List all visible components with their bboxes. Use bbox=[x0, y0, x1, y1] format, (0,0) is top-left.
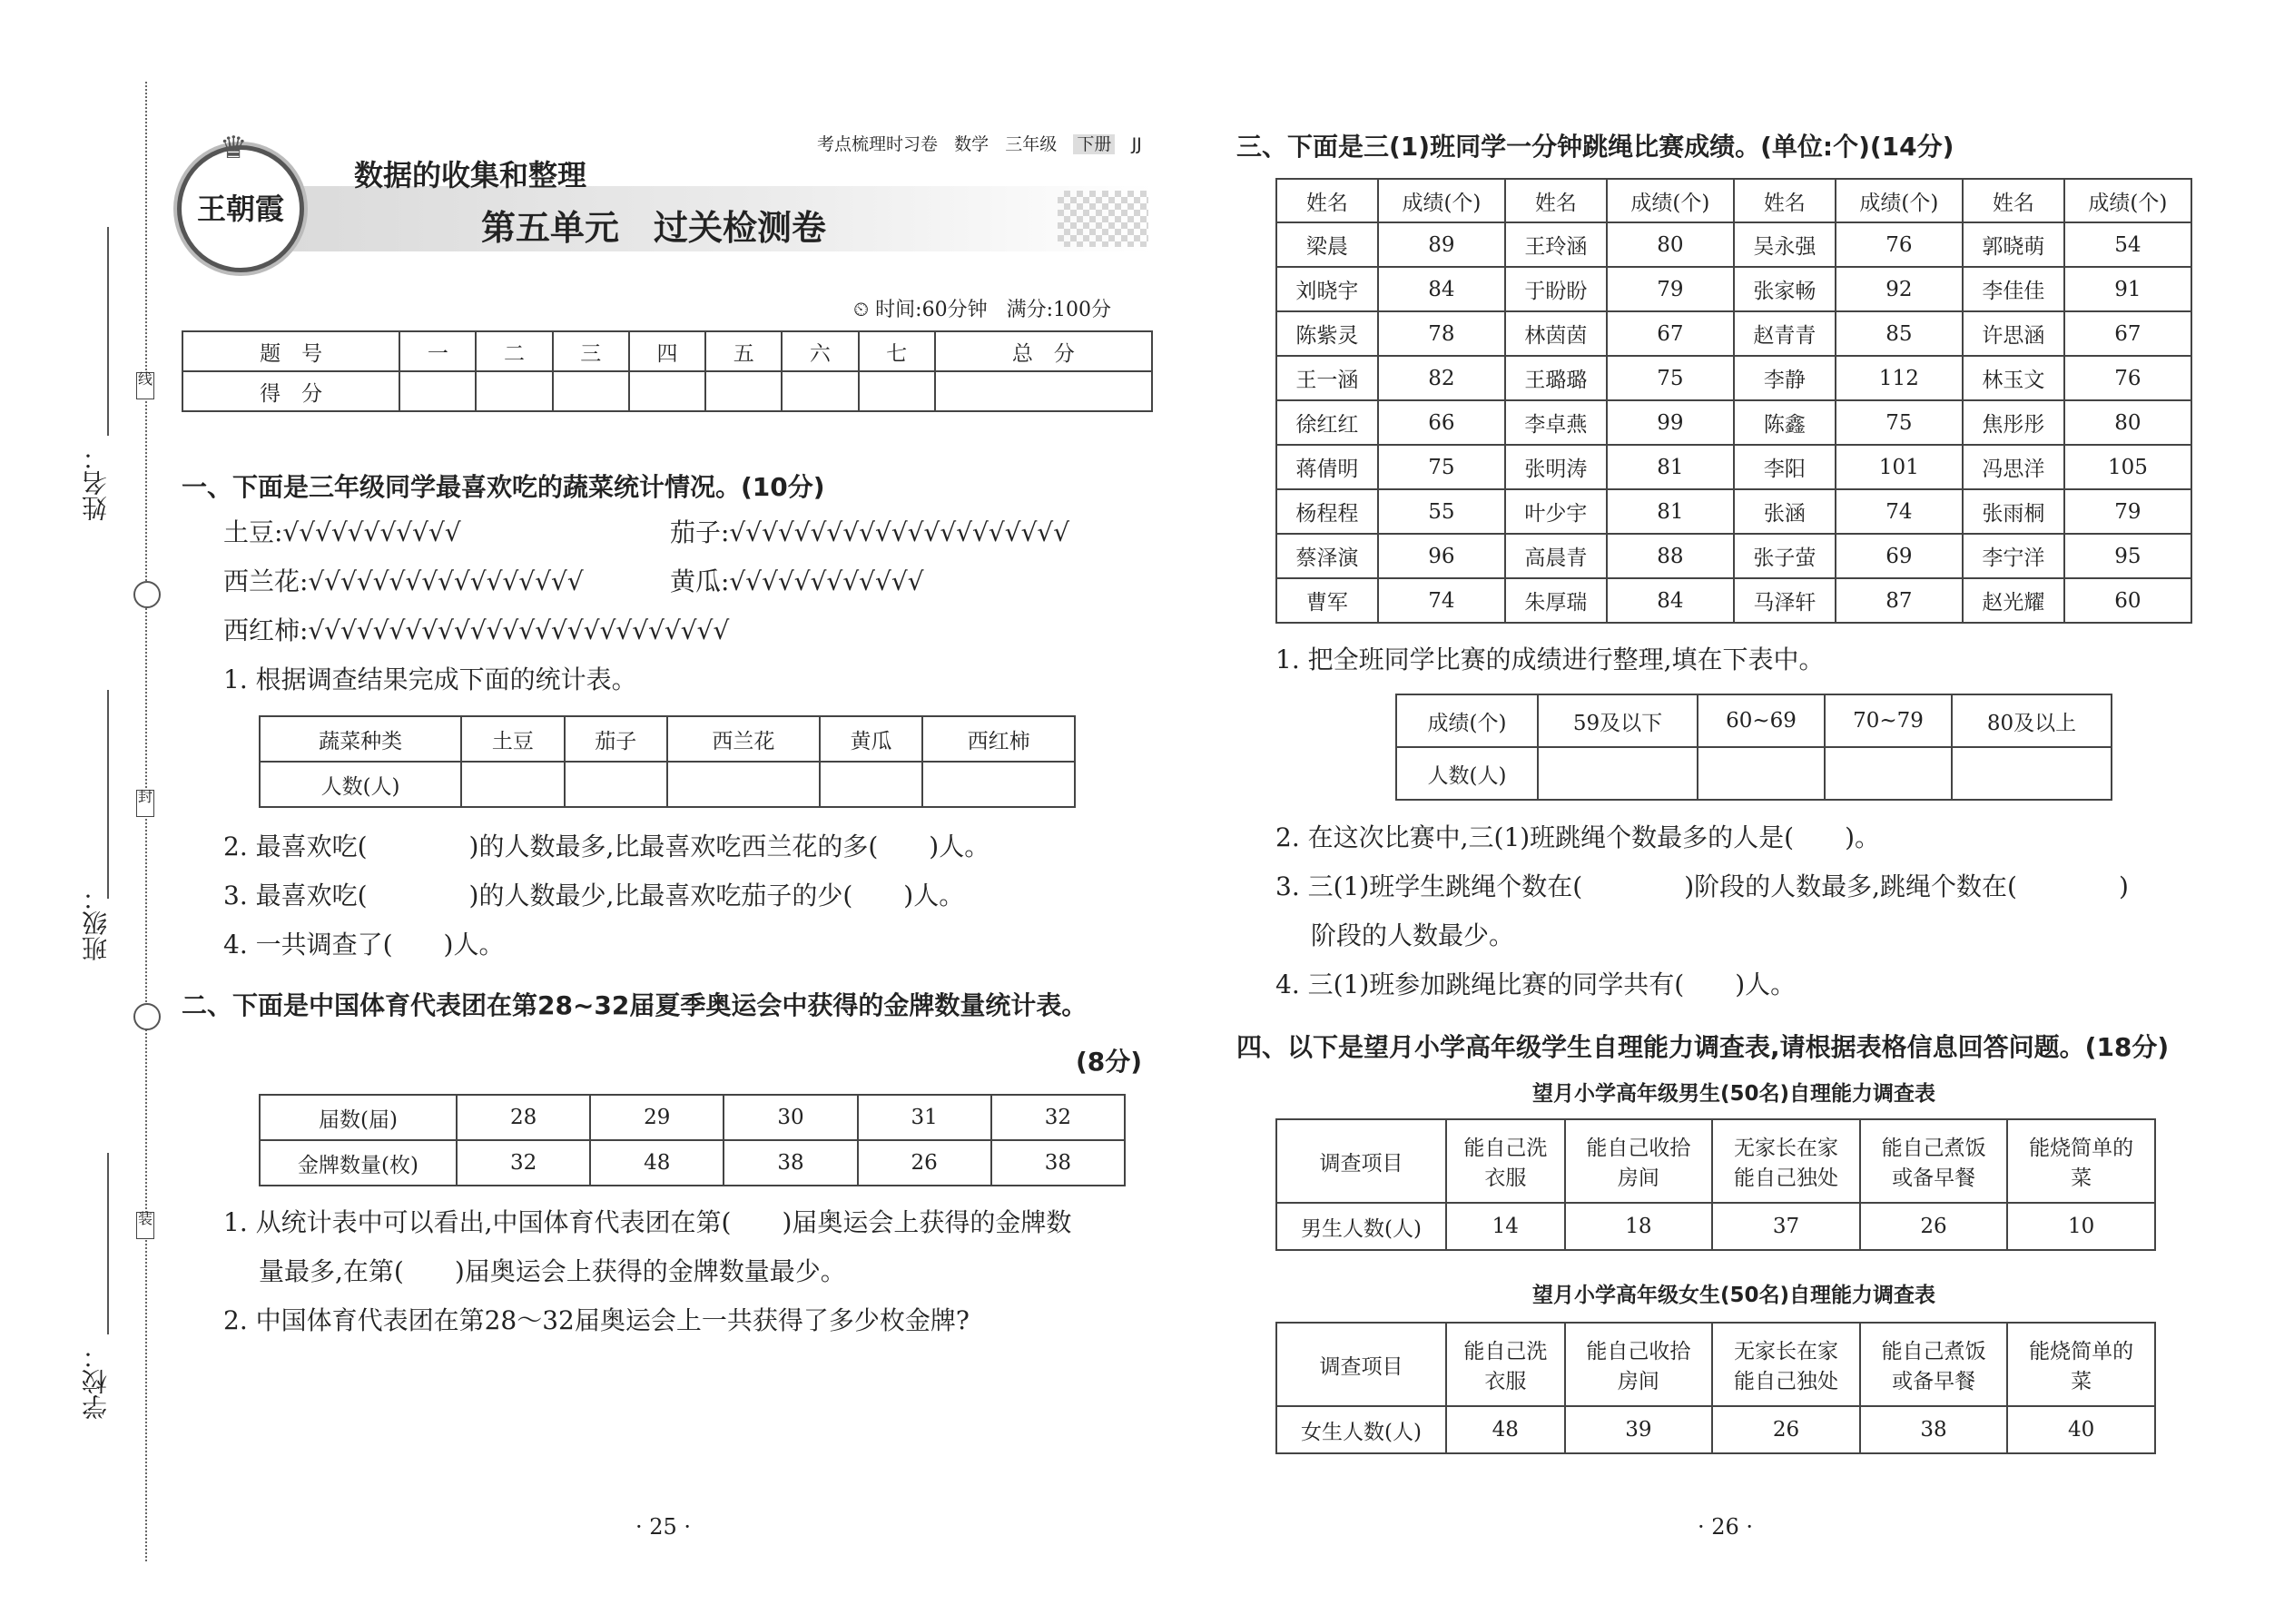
jumprope-header: 姓名 bbox=[1505, 179, 1607, 222]
q4-title: 四、以下是望月小学高年级学生自理能力调查表,请根据表格信息回答问题。(18分) bbox=[1236, 1032, 2170, 1062]
score-cell: 题 号 bbox=[182, 331, 399, 371]
student-name: 张雨桐 bbox=[1963, 489, 2064, 534]
boys-count: 37 bbox=[1712, 1203, 1860, 1250]
header-line: 能自己收拾 bbox=[1586, 1137, 1691, 1160]
veg-header: 茄子 bbox=[565, 716, 667, 762]
veg-header: 土豆 bbox=[461, 716, 564, 762]
header-line: 能自己洗 bbox=[1463, 1340, 1548, 1363]
subject: 数学 bbox=[954, 134, 989, 154]
q3-sub1: 1. 把全班同学比赛的成绩进行整理,填在下表中。 bbox=[1275, 645, 1825, 674]
student-score: 80 bbox=[2064, 400, 2191, 445]
boys-count: 10 bbox=[2007, 1203, 2155, 1250]
student-score: 89 bbox=[1378, 222, 1505, 267]
student-name: 张子萤 bbox=[1734, 534, 1836, 578]
score-blank[interactable] bbox=[782, 371, 858, 411]
class-label: 班级： bbox=[81, 885, 111, 961]
grade: 三年级 bbox=[1005, 134, 1058, 154]
student-score: 91 bbox=[2064, 267, 2191, 311]
student-score: 101 bbox=[1836, 445, 1963, 489]
q1-sub4: 4. 一共调查了( )人。 bbox=[223, 930, 505, 960]
student-score: 76 bbox=[1836, 222, 1963, 267]
header-line: 衣服 bbox=[1484, 1370, 1527, 1393]
q1-sub3: 3. 最喜欢吃( )的人数最少,比最喜欢吃茄子的少( )人。 bbox=[223, 881, 965, 910]
score-cell: 二 bbox=[476, 331, 552, 371]
jumprope-table bbox=[1275, 178, 2192, 624]
header-line: 无家长在家 bbox=[1733, 1340, 1838, 1363]
student-score: 87 bbox=[1836, 578, 1963, 623]
score-row-label: 得 分 bbox=[182, 371, 399, 411]
boys-row-label: 男生人数(人) bbox=[1276, 1203, 1446, 1250]
page-number-right: · 26 · bbox=[1698, 1514, 1754, 1540]
tally-tomato: 西红柿:√√√√√√√√√√√√√√√√√√√√√√√√√√ bbox=[223, 615, 730, 645]
student-name: 李静 bbox=[1734, 356, 1836, 400]
range-table bbox=[1395, 694, 2112, 801]
veg-row-label: 人数(人) bbox=[260, 762, 461, 807]
jumprope-header: 姓名 bbox=[1963, 179, 2064, 222]
student-score: 81 bbox=[1607, 489, 1734, 534]
vegetable-table bbox=[259, 715, 1076, 808]
header-line: 能自己收拾 bbox=[1586, 1340, 1691, 1363]
student-name: 刘晓宇 bbox=[1276, 267, 1378, 311]
girls-count: 40 bbox=[2007, 1406, 2155, 1453]
student-score: 75 bbox=[1607, 356, 1734, 400]
survey-header bbox=[1565, 1323, 1713, 1406]
student-name: 张明涛 bbox=[1505, 445, 1607, 489]
student-name: 叶少宇 bbox=[1505, 489, 1607, 534]
range-header: 60~69 bbox=[1698, 694, 1825, 747]
survey-header bbox=[1446, 1323, 1565, 1406]
student-score: 88 bbox=[1607, 534, 1734, 578]
jumprope-header: 成绩(个) bbox=[1378, 179, 1505, 222]
student-score: 60 bbox=[2064, 578, 2191, 623]
score-blank[interactable] bbox=[935, 371, 1152, 411]
student-name: 许思涵 bbox=[1963, 311, 2064, 356]
time-info: 时间:60分钟 bbox=[875, 299, 988, 321]
header-line: 能烧简单的 bbox=[2029, 1137, 2134, 1160]
crown-icon: ♛ bbox=[220, 130, 248, 166]
q2-title: 二、下面是中国体育代表团在第28~32届夏季奥运会中获得的金牌数量统计表。 bbox=[182, 990, 1088, 1020]
student-score: 78 bbox=[1378, 311, 1505, 356]
survey-header: 调查项目 bbox=[1276, 1119, 1446, 1203]
jumprope-header: 成绩(个) bbox=[1836, 179, 1963, 222]
bind-marker: 装 bbox=[136, 1212, 154, 1239]
range-row-label: 人数(人) bbox=[1396, 747, 1538, 800]
student-name: 李卓燕 bbox=[1505, 400, 1607, 445]
school-label: 学校： bbox=[81, 1343, 111, 1420]
student-score: 80 bbox=[1607, 222, 1734, 267]
q1-sub1: 1. 根据调查结果完成下面的统计表。 bbox=[223, 664, 637, 694]
survey-header bbox=[1565, 1119, 1713, 1203]
veg-header: 黄瓜 bbox=[820, 716, 922, 762]
olympics-cell: 48 bbox=[590, 1140, 724, 1186]
survey-header bbox=[1712, 1119, 1860, 1203]
score-blank[interactable] bbox=[629, 371, 705, 411]
q3-title: 三、下面是三(1)班同学一分钟跳绳比赛成绩。(单位:个)(14分) bbox=[1236, 132, 1954, 162]
header-line: 能烧简单的 bbox=[2029, 1340, 2134, 1363]
dotted-binding-line bbox=[145, 82, 147, 1561]
survey-header bbox=[1712, 1323, 1860, 1406]
student-name: 蔡泽演 bbox=[1276, 534, 1378, 578]
student-name: 张涵 bbox=[1734, 489, 1836, 534]
answer-blank[interactable] bbox=[667, 762, 820, 807]
veg-header: 西红柿 bbox=[922, 716, 1075, 762]
student-name: 张家畅 bbox=[1734, 267, 1836, 311]
boys-count: 18 bbox=[1565, 1203, 1713, 1250]
student-score: 75 bbox=[1378, 445, 1505, 489]
binding-margin bbox=[0, 0, 182, 1624]
table-row bbox=[1276, 222, 2191, 267]
student-score: 84 bbox=[1607, 578, 1734, 623]
answer-blank[interactable] bbox=[1538, 747, 1698, 800]
student-score: 55 bbox=[1378, 489, 1505, 534]
table-row bbox=[1276, 489, 2191, 534]
student-score: 84 bbox=[1378, 267, 1505, 311]
series-name: 考点梳理时习卷 bbox=[817, 134, 939, 154]
student-score: 74 bbox=[1836, 489, 1963, 534]
student-name: 郭晓萌 bbox=[1963, 222, 2064, 267]
student-name: 徐红红 bbox=[1276, 400, 1378, 445]
header-line: 能自己煮饭 bbox=[1881, 1137, 1986, 1160]
table-row bbox=[1276, 578, 2191, 623]
girls-table bbox=[1275, 1322, 2156, 1454]
survey-header bbox=[1446, 1119, 1565, 1203]
student-score: 92 bbox=[1836, 267, 1963, 311]
tally-broccoli: 西兰花:√√√√√√√√√√√√√√√√√ bbox=[223, 566, 584, 596]
range-header: 80及以上 bbox=[1952, 694, 2112, 747]
q2-sub1b: 量最多,在第( )届奥运会上获得的金牌数量最少。 bbox=[259, 1256, 846, 1286]
header-line: 能自己独处 bbox=[1733, 1370, 1838, 1393]
veg-header: 西兰花 bbox=[667, 716, 820, 762]
student-name: 朱厚瑞 bbox=[1505, 578, 1607, 623]
edition: JJ bbox=[1131, 134, 1142, 154]
binding-knot-icon bbox=[133, 581, 161, 608]
student-score: 81 bbox=[1607, 445, 1734, 489]
student-name: 赵青青 bbox=[1734, 311, 1836, 356]
student-score: 75 bbox=[1836, 400, 1963, 445]
survey-header bbox=[1860, 1323, 2008, 1406]
student-score: 112 bbox=[1836, 356, 1963, 400]
table-row bbox=[1276, 400, 2191, 445]
seal-marker: 封 bbox=[136, 790, 154, 817]
score-blank[interactable] bbox=[476, 371, 552, 411]
student-name: 杨程程 bbox=[1276, 489, 1378, 534]
name-label: 姓名： bbox=[81, 445, 111, 521]
girls-row-label: 女生人数(人) bbox=[1276, 1406, 1446, 1453]
logo-text: 王朝霞 bbox=[196, 192, 284, 226]
score-cell: 七 bbox=[859, 331, 935, 371]
header-line: 房间 bbox=[1617, 1166, 1659, 1190]
header-line: 衣服 bbox=[1484, 1166, 1527, 1190]
header-line: 菜 bbox=[2071, 1166, 2092, 1190]
student-name: 王一涵 bbox=[1276, 356, 1378, 400]
girls-count: 39 bbox=[1565, 1406, 1713, 1453]
student-score: 79 bbox=[2064, 489, 2191, 534]
score-cell: 总 分 bbox=[935, 331, 1152, 371]
student-score: 67 bbox=[2064, 311, 2191, 356]
boys-table-caption: 望月小学高年级男生(50名)自理能力调查表 bbox=[1531, 1082, 1936, 1106]
table-row bbox=[1276, 311, 2191, 356]
score-cell: 四 bbox=[629, 331, 705, 371]
score-blank[interactable] bbox=[705, 371, 782, 411]
student-name: 焦彤彤 bbox=[1963, 400, 2064, 445]
girls-count: 48 bbox=[1446, 1406, 1565, 1453]
student-name: 李阳 bbox=[1734, 445, 1836, 489]
range-header: 70~79 bbox=[1825, 694, 1952, 747]
olympics-cell: 38 bbox=[724, 1140, 857, 1186]
score-table bbox=[182, 330, 1153, 412]
q2-sub2: 2. 中国体育代表团在第28～32届奥运会上一共获得了多少枚金牌? bbox=[223, 1305, 970, 1335]
student-name: 赵光耀 bbox=[1963, 578, 2064, 623]
tally-cucumber: 黄瓜:√√√√√√√√√√√√ bbox=[670, 566, 924, 596]
binding-knot-icon bbox=[133, 1003, 161, 1030]
q3-sub3a: 3. 三(1)班学生跳绳个数在( )阶段的人数最多,跳绳个数在( ) bbox=[1275, 871, 2129, 901]
page-number-left: · 25 · bbox=[635, 1514, 692, 1540]
score-cell: 五 bbox=[705, 331, 782, 371]
student-name: 蒋倩明 bbox=[1276, 445, 1378, 489]
student-score: 66 bbox=[1378, 400, 1505, 445]
jumprope-header: 成绩(个) bbox=[2064, 179, 2191, 222]
q3-sub2: 2. 在这次比赛中,三(1)班跳绳个数最多的人是( )。 bbox=[1275, 822, 1881, 852]
student-score: 85 bbox=[1836, 311, 1963, 356]
student-score: 76 bbox=[2064, 356, 2191, 400]
answer-blank[interactable] bbox=[1952, 747, 2112, 800]
survey-header bbox=[2007, 1119, 2155, 1203]
answer-blank[interactable] bbox=[565, 762, 667, 807]
boys-count: 26 bbox=[1860, 1203, 2008, 1250]
header-line: 能自己洗 bbox=[1463, 1137, 1548, 1160]
student-name: 陈鑫 bbox=[1734, 400, 1836, 445]
tally-eggplant: 茄子:√√√√√√√√√√√√√√√√√√√√√ bbox=[670, 517, 1070, 547]
olympics-cell: 32 bbox=[457, 1140, 590, 1186]
checker-pattern bbox=[1058, 191, 1148, 247]
header-line: 菜 bbox=[2071, 1370, 2092, 1393]
header-meta bbox=[817, 131, 1142, 155]
answer-blank[interactable] bbox=[820, 762, 922, 807]
boys-table bbox=[1275, 1118, 2156, 1251]
student-name: 李宁洋 bbox=[1963, 534, 2064, 578]
survey-header bbox=[1860, 1119, 2008, 1203]
q1-title: 一、下面是三年级同学最喜欢吃的蔬菜统计情况。(10分) bbox=[182, 472, 825, 502]
olympics-table bbox=[259, 1094, 1126, 1186]
clock-icon: ⏲ bbox=[853, 299, 870, 321]
olympics-cell: 26 bbox=[858, 1140, 991, 1186]
student-name: 陈紫灵 bbox=[1276, 311, 1378, 356]
header-line: 能自己煮饭 bbox=[1881, 1340, 1986, 1363]
girls-count: 38 bbox=[1860, 1406, 2008, 1453]
table-row bbox=[1276, 356, 2191, 400]
olympics-cell: 32 bbox=[991, 1095, 1125, 1140]
olympics-cell: 30 bbox=[724, 1095, 857, 1140]
table-row bbox=[1276, 445, 2191, 489]
veg-header: 蔬菜种类 bbox=[260, 716, 461, 762]
q1-sub2: 2. 最喜欢吃( )的人数最多,比最喜欢吃西兰花的多( )人。 bbox=[223, 832, 990, 861]
term-badge: 下册 bbox=[1073, 134, 1115, 154]
student-name: 王璐璐 bbox=[1505, 356, 1607, 400]
olympics-cell: 金牌数量(枚) bbox=[260, 1140, 457, 1186]
student-name: 林茵茵 bbox=[1505, 311, 1607, 356]
student-score: 67 bbox=[1607, 311, 1734, 356]
student-name: 于盼盼 bbox=[1505, 267, 1607, 311]
jumprope-header: 姓名 bbox=[1276, 179, 1378, 222]
name-blank-line bbox=[107, 227, 109, 436]
unit-topic: 数据的收集和整理 bbox=[354, 158, 587, 192]
score-cell: 三 bbox=[553, 331, 629, 371]
range-header: 成绩(个) bbox=[1396, 694, 1538, 747]
girls-count: 26 bbox=[1712, 1406, 1860, 1453]
score-info: 满分:100分 bbox=[1006, 299, 1111, 321]
tally-potato: 土豆:√√√√√√√√√√√ bbox=[223, 517, 461, 547]
time-score-info bbox=[853, 294, 1111, 322]
q3-sub3b: 阶段的人数最少。 bbox=[1311, 920, 1515, 950]
class-blank-line bbox=[107, 690, 109, 899]
jumprope-header: 成绩(个) bbox=[1607, 179, 1734, 222]
student-score: 99 bbox=[1607, 400, 1734, 445]
student-name: 高晨青 bbox=[1505, 534, 1607, 578]
student-score: 69 bbox=[1836, 534, 1963, 578]
olympics-cell: 28 bbox=[457, 1095, 590, 1140]
answer-blank[interactable] bbox=[1698, 747, 1825, 800]
girls-table-caption: 望月小学高年级女生(50名)自理能力调查表 bbox=[1531, 1284, 1936, 1307]
student-name: 李佳佳 bbox=[1963, 267, 2064, 311]
answer-blank[interactable] bbox=[1825, 747, 1952, 800]
student-score: 79 bbox=[1607, 267, 1734, 311]
score-blank[interactable] bbox=[859, 371, 935, 411]
unit-title: 第五单元 过关检测卷 bbox=[481, 208, 827, 248]
olympics-cell: 29 bbox=[590, 1095, 724, 1140]
header-line: 房间 bbox=[1617, 1370, 1659, 1393]
olympics-cell: 届数(届) bbox=[260, 1095, 457, 1140]
student-score: 54 bbox=[2064, 222, 2191, 267]
answer-blank[interactable] bbox=[922, 762, 1075, 807]
header-line: 无家长在家 bbox=[1733, 1137, 1838, 1160]
jumprope-header: 姓名 bbox=[1734, 179, 1836, 222]
q2-sub1a: 1. 从统计表中可以看出,中国体育代表团在第( )届奥运会上获得的金牌数 bbox=[223, 1207, 1072, 1237]
student-name: 王玲涵 bbox=[1505, 222, 1607, 267]
student-name: 林玉文 bbox=[1963, 356, 2064, 400]
line-marker: 线 bbox=[136, 372, 154, 399]
answer-blank[interactable] bbox=[461, 762, 564, 807]
student-score: 82 bbox=[1378, 356, 1505, 400]
boys-count: 14 bbox=[1446, 1203, 1565, 1250]
header-line: 或备早餐 bbox=[1892, 1166, 1976, 1190]
score-cell: 六 bbox=[782, 331, 858, 371]
q3-sub4: 4. 三(1)班参加跳绳比赛的同学共有( )人。 bbox=[1275, 969, 1797, 999]
student-score: 96 bbox=[1378, 534, 1505, 578]
student-score: 95 bbox=[2064, 534, 2191, 578]
student-name: 梁晨 bbox=[1276, 222, 1378, 267]
student-score: 105 bbox=[2064, 445, 2191, 489]
student-name: 曹军 bbox=[1276, 578, 1378, 623]
olympics-cell: 38 bbox=[991, 1140, 1125, 1186]
score-blank[interactable] bbox=[399, 371, 476, 411]
student-name: 吴永强 bbox=[1734, 222, 1836, 267]
student-name: 冯思洋 bbox=[1963, 445, 2064, 489]
student-name: 马泽轩 bbox=[1734, 578, 1836, 623]
student-score: 74 bbox=[1378, 578, 1505, 623]
header-line: 或备早餐 bbox=[1892, 1370, 1976, 1393]
score-blank[interactable] bbox=[553, 371, 629, 411]
school-blank-line bbox=[107, 1153, 109, 1334]
score-cell: 一 bbox=[399, 331, 476, 371]
range-header: 59及以下 bbox=[1538, 694, 1698, 747]
table-row bbox=[1276, 267, 2191, 311]
q2-points: (8分) bbox=[1076, 1047, 1143, 1077]
logo-badge bbox=[177, 130, 304, 272]
survey-header bbox=[2007, 1323, 2155, 1406]
survey-header: 调查项目 bbox=[1276, 1323, 1446, 1406]
olympics-cell: 31 bbox=[858, 1095, 991, 1140]
table-row bbox=[1276, 534, 2191, 578]
header-line: 能自己独处 bbox=[1733, 1166, 1838, 1190]
